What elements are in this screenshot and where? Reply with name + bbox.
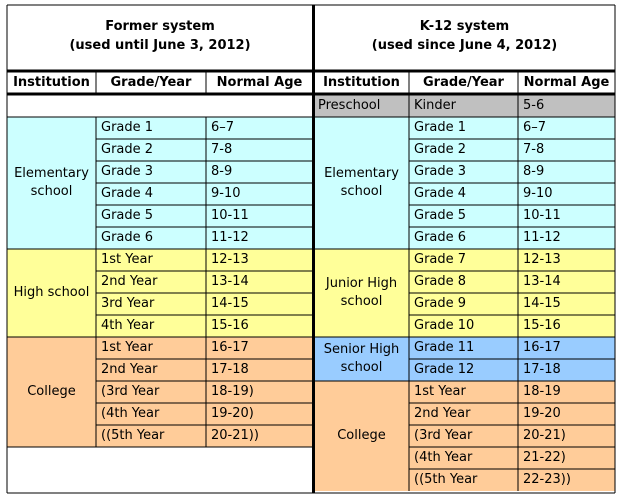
former-grade-cell: Grade 6 — [101, 230, 154, 245]
former-institution: College — [27, 384, 76, 399]
former-age-cell: 13-14 — [211, 274, 249, 289]
k12-age-cell: 21-22) — [523, 450, 566, 465]
k12-age-cell: 20-21) — [523, 428, 566, 443]
k12-age-cell: 17-18 — [523, 362, 561, 377]
former-grade-cell: 2nd Year — [101, 362, 158, 377]
k12-grade-cell: Grade 4 — [414, 186, 467, 201]
former-subtitle: (used until June 3, 2012) — [69, 38, 251, 53]
former-age-cell: 6–7 — [211, 120, 235, 135]
former-age-cell: 8-9 — [211, 164, 233, 179]
former-column-header: Normal Age — [216, 75, 303, 90]
former-age-cell: 9-10 — [211, 186, 241, 201]
former-age-cell: 14-15 — [211, 296, 249, 311]
k12-age-cell: 8-9 — [523, 164, 545, 179]
former-grade-cell: 3rd Year — [101, 296, 155, 311]
k12-grade-cell: Grade 7 — [414, 252, 467, 267]
k12-age-cell: 11-12 — [523, 230, 561, 245]
k12-age-cell: 15-16 — [523, 318, 561, 333]
k12-grade-cell: Grade 12 — [414, 362, 475, 377]
k12-institution: Preschool — [318, 98, 381, 113]
k12-column-header: Normal Age — [523, 75, 610, 90]
former-age-cell: 7-8 — [211, 142, 233, 157]
k12-grade-cell: Grade 9 — [414, 296, 467, 311]
k12-title: K-12 system — [419, 19, 510, 34]
former-grade-cell: (4th Year — [101, 406, 160, 421]
former-grade-cell: 4th Year — [101, 318, 155, 333]
former-grade-cell: Grade 2 — [101, 142, 154, 157]
former-age-cell: 15-16 — [211, 318, 249, 333]
former-grade-cell: 2nd Year — [101, 274, 158, 289]
former-grade-cell: 1st Year — [101, 340, 153, 355]
k12-grade-cell: ((5th Year — [414, 472, 478, 487]
k12-age-cell: 12-13 — [523, 252, 561, 267]
k12-age-cell: 14-15 — [523, 296, 561, 311]
k12-age-cell: 13-14 — [523, 274, 561, 289]
k12-grade-cell: Grade 2 — [414, 142, 467, 157]
former-age-cell: 20-21)) — [211, 428, 259, 443]
k12-age-cell: 5-6 — [523, 98, 545, 113]
k12-grade-cell: Grade 11 — [414, 340, 475, 355]
k12-grade-cell: (4th Year — [414, 450, 473, 465]
former-grade-cell: ((5th Year — [101, 428, 165, 443]
former-grade-cell: Grade 1 — [101, 120, 154, 135]
k12-age-cell: 9-10 — [523, 186, 553, 201]
former-grade-cell: Grade 5 — [101, 208, 154, 223]
former-age-cell: 18-19) — [211, 384, 254, 399]
k12-age-cell: 18-19 — [523, 384, 561, 399]
k12-grade-cell: Grade 6 — [414, 230, 467, 245]
k12-column-header: Institution — [323, 75, 400, 90]
former-age-cell: 19-20) — [211, 406, 254, 421]
k12-grade-cell: Grade 8 — [414, 274, 467, 289]
k12-grade-cell: Grade 1 — [414, 120, 467, 135]
k12-institution: College — [337, 428, 386, 443]
former-age-cell: 16-17 — [211, 340, 249, 355]
former-institution: Elementary school — [14, 166, 89, 199]
k12-grade-cell: 2nd Year — [414, 406, 471, 421]
former-age-cell: 17-18 — [211, 362, 249, 377]
former-grade-cell: Grade 3 — [101, 164, 154, 179]
k12-column-header: Grade/Year — [423, 75, 504, 90]
former-grade-cell: 1st Year — [101, 252, 153, 267]
k12-grade-cell: 1st Year — [414, 384, 466, 399]
k12-age-cell: 22-23)) — [523, 472, 571, 487]
k12-age-cell: 10-11 — [523, 208, 561, 223]
k12-grade-cell: (3rd Year — [414, 428, 473, 443]
k12-age-cell: 19-20 — [523, 406, 561, 421]
k12-grade-cell: Grade 3 — [414, 164, 467, 179]
former-age-cell: 11-12 — [211, 230, 249, 245]
k12-institution: Junior High school — [325, 276, 398, 309]
former-column-header: Grade/Year — [110, 75, 192, 90]
former-grade-cell: Grade 4 — [101, 186, 154, 201]
former-title: Former system — [105, 19, 215, 34]
k12-age-cell: 7-8 — [523, 142, 545, 157]
former-age-cell: 12-13 — [211, 252, 249, 267]
k12-grade-cell: Grade 5 — [414, 208, 467, 223]
k12-age-cell: 16-17 — [523, 340, 561, 355]
k12-grade-cell: Grade 10 — [414, 318, 475, 333]
k12-age-cell: 6–7 — [523, 120, 547, 135]
former-age-cell: 10-11 — [211, 208, 249, 223]
k12-grade-cell: Kinder — [414, 98, 456, 113]
k12-institution: Elementary school — [324, 166, 399, 199]
k12-subtitle: (used since June 4, 2012) — [371, 38, 558, 53]
former-column-header: Institution — [13, 75, 90, 90]
former-grade-cell: (3rd Year — [101, 384, 160, 399]
former-institution: High school — [13, 285, 90, 300]
k12-institution: Senior High school — [323, 342, 400, 375]
